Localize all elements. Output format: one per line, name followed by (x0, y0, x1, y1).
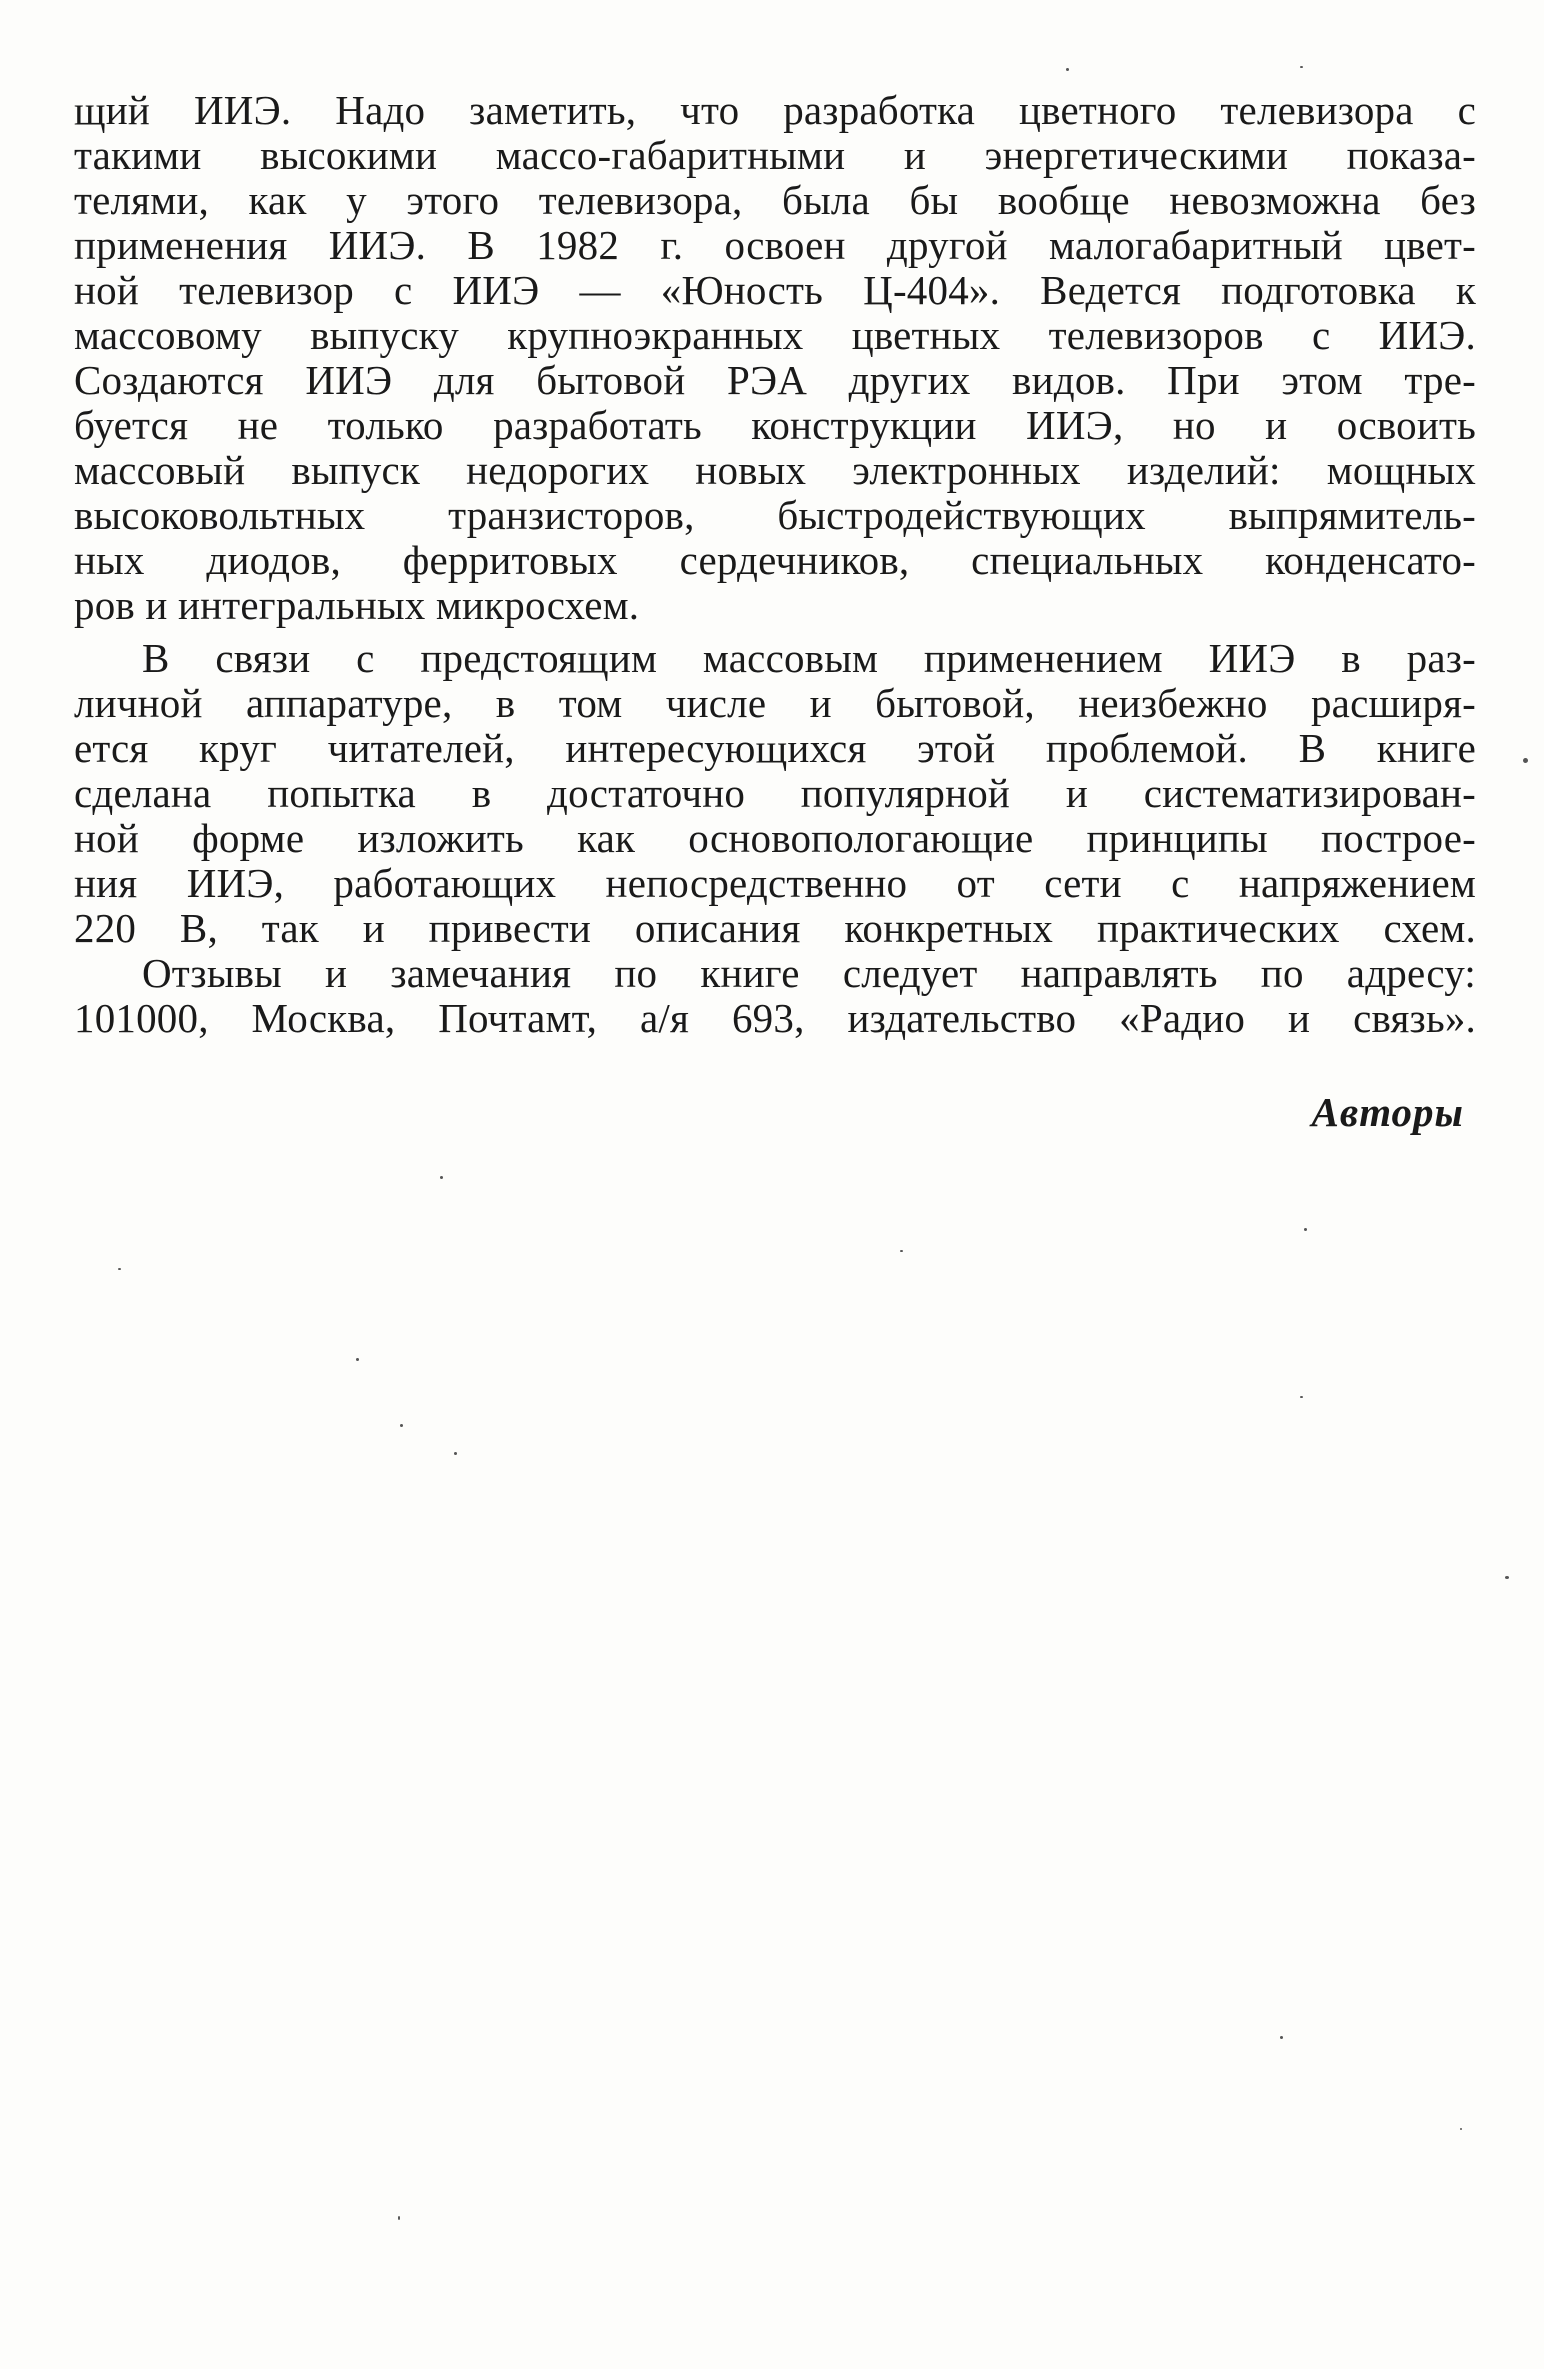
scan-speck (440, 1176, 443, 1179)
paragraph-3 (74, 951, 1476, 1041)
text-line: В связи с предстоящим массовым применением ИИЭ в раз- (142, 635, 1476, 681)
text-line: сделана попытка в достаточно популярной и систематизирован- (74, 770, 1476, 816)
text-line: Создаются ИИЭ для бытовой РЭА других видов. При этом тре- (74, 357, 1476, 403)
authors-signature: Авторы (1311, 1089, 1464, 1135)
text-line: ров и интегральных микросхем. (74, 582, 640, 628)
text-line: Отзывы и замечания по книге следует направлять по адресу: (142, 950, 1476, 996)
text-line: буется не только разработать конструкции ИИЭ, но и освоить (74, 402, 1476, 448)
scan-speck (1300, 1396, 1303, 1398)
text-line: 220 В, так и привести описания конкретных практических схем. (74, 905, 1476, 951)
text-line: ной телевизор с ИИЭ — «Юность Ц-404». Ведется подготовка к (74, 267, 1476, 313)
scan-speck (398, 2216, 400, 2220)
text-line: телями, как у этого телевизора, была бы вообще невозможна без (74, 177, 1476, 223)
scan-speck (900, 1250, 903, 1252)
text-line: массовый выпуск недорогих новых электронных изделий: мощных (74, 447, 1476, 493)
text-line: такими высокими массо-габаритными и энергетическими показа- (74, 132, 1476, 178)
text-line: применения ИИЭ. В 1982 г. освоен другой малогабаритный цвет- (74, 222, 1476, 268)
paragraph-2 (74, 636, 1476, 951)
scan-speck (454, 1452, 457, 1455)
body-text (74, 88, 1476, 1041)
text-line: ных диодов, ферритовых сердечников, специальных конденсато- (74, 537, 1476, 583)
text-line: ной форме изложить как основопологающие принципы построе- (74, 815, 1476, 861)
scan-speck (1460, 2128, 1462, 2130)
text-line: личной аппаратуре, в том числе и бытовой, неизбежно расширя- (74, 680, 1476, 726)
scan-speck (400, 1424, 403, 1427)
text-line: ния ИИЭ, работающих непосредственно от сети с напряжением (74, 860, 1476, 906)
scan-speck (1066, 68, 1069, 71)
text-line: щий ИИЭ. Надо заметить, что разработка цветного телевизора с (74, 87, 1476, 133)
text-line: массовому выпуску крупноэкранных цветных телевизоров с ИИЭ. (74, 312, 1476, 358)
scan-speck (1523, 758, 1528, 763)
text-line: высоковольтных транзисторов, быстродействующих выпрямитель- (74, 492, 1476, 538)
scan-speck (1280, 2036, 1283, 2039)
scan-speck (118, 1268, 121, 1270)
scan-speck (1505, 1576, 1509, 1579)
scan-speck (1304, 1228, 1307, 1231)
paragraph-1 (74, 88, 1476, 628)
text-line: 101000, Москва, Почтамт, а/я 693, издательство «Радио и связь». (74, 995, 1476, 1041)
scan-speck (1300, 66, 1303, 68)
scan-speck (356, 1358, 359, 1361)
text-line: ется круг читателей, интересующихся этой проблемой. В книге (74, 725, 1476, 771)
